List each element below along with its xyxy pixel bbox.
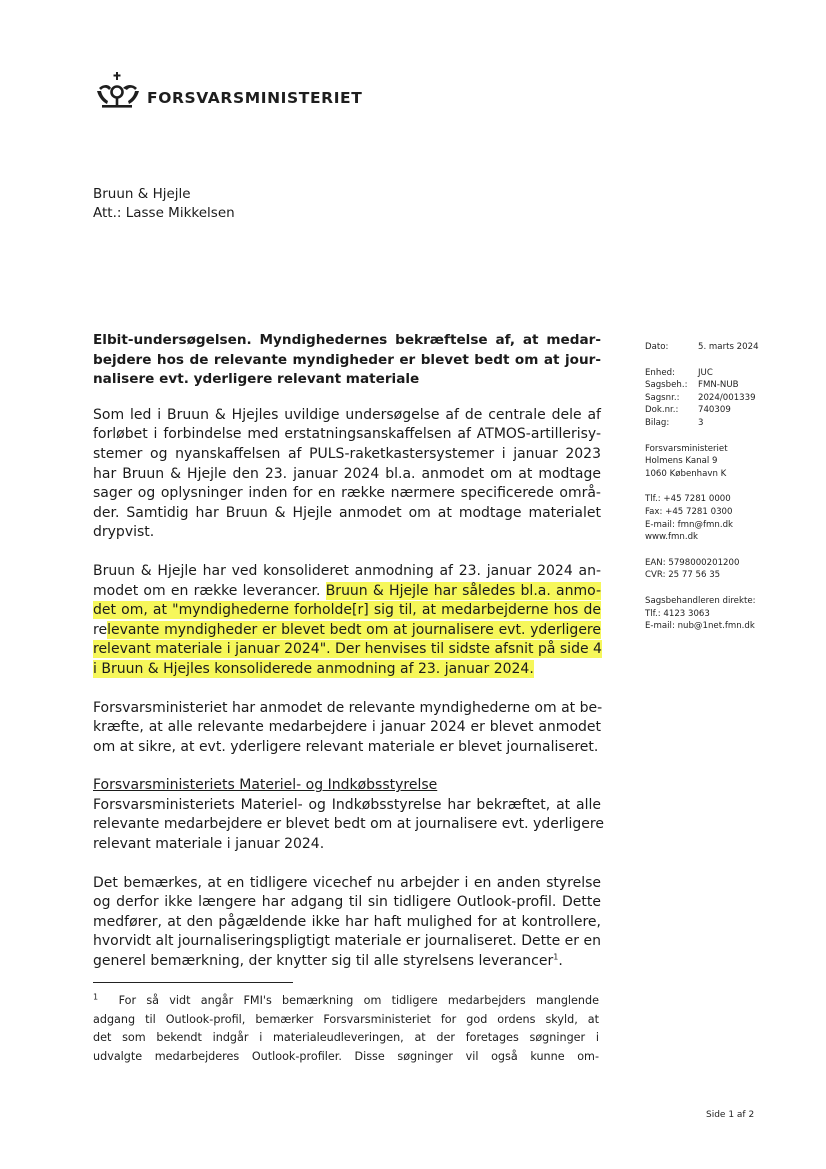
footnote-line [93,992,599,1011]
org-ean: EAN: 5798000201200 [645,557,740,568]
text-segment: generel bemærkning, der knytter sig til alle styrelsens leverancer [93,953,554,970]
text-line [93,582,601,602]
org-name: Forsvarsministeriet [645,443,728,454]
ministry-logo [93,72,363,112]
recipient-name: Bruun & Hjejle [93,186,191,202]
highlighted-text: om, at "myndighederne forholde[r] sig til, at medarbejderne hos de [121,602,601,619]
org-website: www.fmn.dk [645,532,699,543]
highlighted-text: relevant materiale i januar 2024". Der henvises til sidste afsnit på side 4 [93,641,602,658]
dato-value: 5. marts 2024 [698,342,759,352]
text-line [93,660,601,680]
dato-label: Dato: [645,342,669,352]
text-line: kræfte, at alle relevante medarbejdere i januar 2024 er blevet anmodet [93,719,601,736]
crown-icon [93,72,145,112]
text-line: og derfor ikke længere har adgang til sin tidligere Outlook-profil. Dette [93,894,601,911]
text-line: generel bemærkning, der knytter sig til alle styrelsens leverancer$^1$. [93,952,563,970]
paragraph-5 [93,874,601,972]
direct-contact-title: Sagsbehandleren direkte: [645,595,756,606]
org-phone: Tlf.: +45 7281 0000 [645,494,731,505]
text-line: drypvist. [93,524,155,541]
text-line [93,601,601,621]
letter-body [93,331,604,972]
bilag-value: 3 [698,417,704,428]
page-number: Side 1 af 2 [706,1110,755,1120]
footnote-divider [93,982,293,983]
org-cvr: CVR: 25 77 56 35 [645,570,721,581]
sagsbeh-label: Sagsbeh.: [645,380,688,391]
heading-line: bejdere hos de relevante myndigheder er blevet bedt om at jour- [93,351,601,368]
org-street: Holmens Kanal 9 [645,456,718,467]
text-line: relevante medarbejdere er blevet bedt om at journalisere evt. yderligere [93,816,604,833]
sagsnr-label: Sagsnr.: [645,392,680,403]
highlighted-text: Bruun & Hjejle har således bl.a. anmo- [325,582,601,599]
letter-heading [93,331,601,390]
direct-contact-phone: Tlf.: 4123 3063 [645,608,710,619]
footnote-number: 1 [93,992,99,1002]
doknr-value: 740309 [698,405,731,416]
org-city: 1060 København K [645,468,727,479]
text-line [93,621,601,641]
footnote-line: adgang til Outlook-profil, bemærker Forsvarsministeriet for god ordens skyld, at [93,1012,599,1026]
text-line: Det bemærkes, at en tidligere vicechef nu arbejder i en anden styrelse [93,874,601,891]
footnote-line: udvalgte medarbejderes Outlook-profiler. Disse søgninger vil også kunne om- [93,1049,599,1063]
bilag-label: Bilag: [645,417,670,428]
paragraph-2 [93,562,601,680]
text-line: stemer og nyanskaffelsen af PULS-raketkastersystemer i januar 2023 [93,445,601,462]
enhed-label: Enhed: [645,367,675,378]
text-line: Forsvarsministeriets Materiel- og Indkøbsstyrelse har bekræftet, at alle [93,796,601,813]
ministry-name: FORSVARSMINISTERIET [147,89,363,107]
highlighted-text: i Bruun & Hjejles konsoliderede anmodning af 23. januar 2024. [93,660,534,677]
text-line: Forsvarsministeriet har anmodet de relevante myndighederne om at be- [93,699,603,716]
text-line: sager og oplysninger inden for en række nærmere specificerede områ- [93,485,601,502]
text-segment: re [93,621,108,638]
heading-line: nalisere evt. yderligere relevant materiale [93,371,420,388]
direct-contact-email: E-mail: nub@1net.fmn.dk [645,621,755,632]
text-line: har Bruun & Hjejle den 23. januar 2024 bl.a. anmodet om at modtage [93,465,601,482]
case-info-table [645,341,759,430]
text-line: forløbet i forbindelse med erstatningsanskaffelsen af ATMOS-artillerisy- [93,426,601,443]
highlighted-text: levante myndigheder er blevet bedt om at journalisere evt. yderligere [107,621,601,638]
recipient-address [93,185,235,223]
text-segment: modet om en række leverancer. [93,582,326,599]
doknr-label: Dok.nr.: [645,405,679,416]
text-line: medfører, at den pågældende ikke har haft mulighed for at kontrollere, [93,913,601,930]
paragraph-1 [93,406,601,543]
text-line: relevant materiale i januar 2024. [93,836,325,853]
text-segment: For så vidt angår FMI's bemærkning om tidligere medarbejders manglende [118,994,599,1007]
text-line: der. Samtidig har Bruun & Hjejle anmodet om at modtage materialet [93,504,601,521]
text-line: Som led i Bruun & Hjejles uvildige undersøgelse af de centrale dele af [93,406,601,423]
paragraph-3 [93,699,601,758]
enhed-value: JUC [698,367,713,378]
footnote-line: det som bekendt indgår i materialeudleveringen, at der foretages søgninger i [93,1031,599,1044]
section-title: Forsvarsministeriets Materiel- og Indkøbsstyrelse [93,777,438,794]
text-line: hvorvidt alt journaliseringspligtigt materiale er journaliseret. Dette er en [93,933,601,950]
org-fax: Fax: +45 7281 0300 [645,506,733,517]
text-line: om at sikre, at evt. yderligere relevant materiale er blevet journaliseret. [93,738,599,755]
org-email: E-mail: fmn@fmn.dk [645,519,734,530]
heading-line: Elbit-undersøgelsen. Myndighedernes bekræftelse af, at medar- [93,332,601,348]
paragraph-4 [93,776,604,854]
text-line: Bruun & Hjejle har ved konsolideret anmodning af 23. januar 2024 an- [93,562,601,579]
sidebar-metadata [645,341,775,633]
highlighted-text: det [93,602,122,619]
text-line [93,640,601,660]
sagsnr-value: 2024/001339 [698,392,756,403]
footnote-reference: 1 [553,952,559,962]
sagsbeh-value: FMN-NUB [698,380,739,391]
recipient-attention: Att.: Lasse Mikkelsen [93,205,235,221]
footnote [93,992,599,1066]
